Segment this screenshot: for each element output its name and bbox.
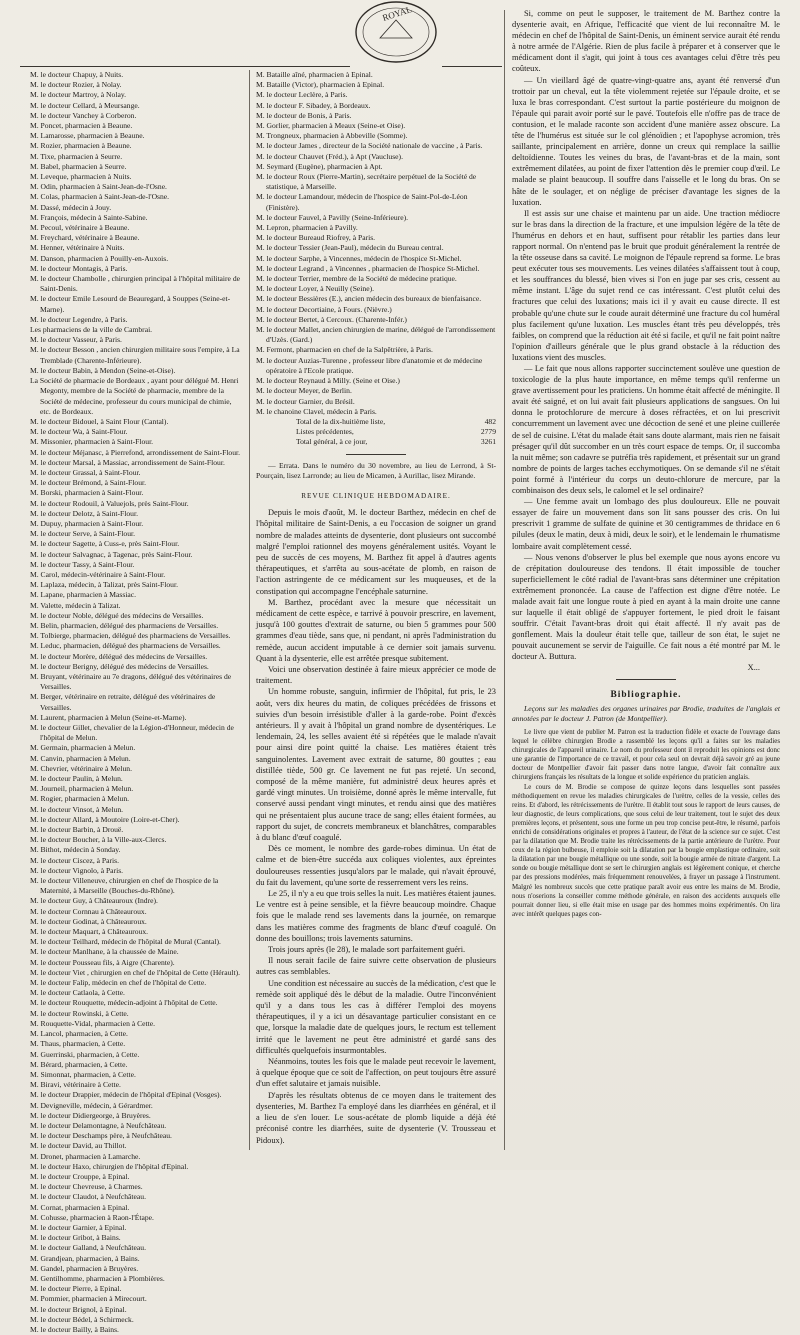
list-entry: M. Laplaza, médecin, à Talizat, près Saint-Flour.	[30, 580, 178, 590]
list-entry: La Société de pharmacie de Bordeaux , ayant pour délégué M. Henri Megonty, membre de la Société de pharmacie, membre de la Société de médecine, professeur du cours municipal de chimie, etc. de Bordeaux.	[30, 376, 239, 416]
list-entry: M. le docteur Chambolle , chirurgien principal à l'hôpital militaire de Saint-Denis.	[30, 274, 240, 294]
list-entry: M. le docteur Viet , chirurgien en chef de l'hôpital de Cette (Hérault).	[30, 967, 241, 977]
list-entry: M. le docteur Vignolo, à Paris.	[30, 865, 124, 875]
list-entry: M. Poncet, pharmacien à Beaune.	[30, 121, 133, 131]
paragraph: Voici une observation destinée à faire mieux apprécier ce mode de traitement.	[256, 664, 496, 686]
list-entry: M. le docteur Mallet, ancien chirurgien de marine, délégué de l'arrondissement d'Uzès. (Gard.)	[256, 325, 496, 345]
list-entry: M. le docteur Sarphe, à Vincennes, médecin de l'hospice St-Michel.	[256, 253, 462, 263]
list-entry: M. le docteur Brignol, à Epinal.	[30, 1304, 127, 1314]
list-entry: M. le docteur Drappier, médecin de l'hôpital d'Epinal (Vosges).	[30, 1090, 222, 1100]
list-entry: M. Valette, médecin à Talizat.	[30, 600, 121, 610]
total-label: Total général, à ce jour,	[296, 437, 368, 447]
paragraph: Si, comme on peut le supposer, le traitement de M. Barthez contre la dysenterie avait, en Afrique, l'efficacité que vient de lui reconnaître M. le médecin en chef de l'hôpital de Saint-Denis, un éminent service aurait été rendu à notre armée de l'Algérie. Rien de plus facile à préparer et à conserver que le médicament dont il s'agit, qui joint à tous ces avantages celui d'être très peu coûteux.	[512, 9, 780, 74]
total-label: Total de la dix-huitième liste,	[296, 416, 386, 426]
list-entry: M. Belin, pharmacien, délégué des pharmaciens de Versailles.	[30, 620, 219, 630]
total-row	[256, 437, 496, 447]
list-entry: M. le docteur Tassy, à Saint-Flour.	[30, 559, 135, 569]
list-entry: M. le docteur Bureaud Riofrey, à Paris.	[256, 233, 376, 243]
list-entry: M. Bruyant, vétérinaire au 7e dragons, délégué des vétérinaires de Versailles.	[30, 671, 232, 692]
list-entry: M. le docteur Meyer, de Berlin.	[256, 386, 352, 396]
list-entry: M. Gandel, pharmacien à Bruyères.	[30, 1263, 139, 1273]
list-entry: M. Pecoul, vétérinaire à Beaune.	[30, 223, 130, 233]
list-entry: M. le docteur Ciscez, à Paris.	[30, 855, 119, 865]
list-entry: M. le docteur Pierre, à Epinal.	[30, 1284, 122, 1294]
list-entry: M. le docteur Gribot, à Bains.	[30, 1233, 121, 1243]
total-value: 3261	[480, 437, 496, 447]
column-3	[512, 8, 780, 1160]
list-entry: M. Pommier, pharmacien à Mirecourt.	[30, 1294, 147, 1304]
list-entry: M. le docteur Bertet, à Cercoux. (Charente-Infér.)	[256, 314, 407, 324]
paragraph: Il est assis sur une chaise et maintenu par un aide. Une traction médiocre sur le bras dans la direction de la fracture, et une impulsion légère de la tête de l'humérus en dehors et en haut, suffisent pour rétablir les parties dans leur rapport normal. On n'entend pas le bruit que produit généralement la rentrée de la tête osseuse dans sa cavité. Le moignon de l'épaule reprend sa forme. Le bras peut exécuter tous ses mouvements. Les veines dilatées s'affaissent tout à coup, et les souffrances du blessé, bien vives si l'on en juge par ses cris, cessent au même instant. L'âge du sujet rend ce cas intéressant. C'est plutôt celui des fractures que celui des luxations; mais ici il y avait eu cause directe. Il est probable qu'une chute sur le coude aurait déterminé une fracture du col huméral plus facilement qu'une luxation. Les muscles étant très peu développés, très faibles, on comprend que la réduction ait été si facile, et qu'il ne fait point naître l'opinion d'ailleurs générale que le plus grand obstacle à la réduction des luxations vient des muscles.	[512, 208, 780, 362]
list-entry: M. le docteur Sagette, à Cuss-e, près Saint-Flour.	[30, 539, 180, 549]
list-entry: M. Dronet, pharmacien à Lamarche.	[30, 1151, 141, 1161]
list-entry: M. Carol, médecin-vétérinaire à Saint-Flour.	[30, 569, 166, 579]
list-entry: M. Missonier, pharmacien à Saint-Flour.	[30, 437, 154, 447]
list-entry: M. Thaus, pharmacien, à Cette.	[30, 1039, 126, 1049]
list-entry: M. le docteur Chapuy, à Nuits.	[30, 70, 124, 79]
total-label: Listes précédentes,	[296, 427, 354, 437]
list-entry: M. le docteur Leclère, à Paris.	[256, 90, 348, 100]
list-entry: M. Berger, vétérinaire en retraite, délégué des vétérinaires de Versailles.	[30, 692, 216, 712]
list-entry: M. le docteur Tessier (Jean-Paul), médecin du Bureau central.	[256, 243, 444, 253]
list-entry: M. le docteur Bessières (E.), ancien médecin des bureaux de bienfaisance.	[256, 294, 482, 304]
signature: X...	[747, 662, 760, 672]
list-entry: M. Borski, pharmacien à Saint-Flour.	[30, 488, 144, 498]
list-entry: M. le docteur Garnier, du Brésil.	[256, 396, 355, 406]
list-entry: M. Odin, pharmacien à Saint-Jean-de-l'Osne.	[30, 182, 167, 192]
list-entry: M. le docteur Terrier, membre de la Société de médecine pratique.	[256, 274, 457, 284]
list-entry: M. le docteur Auzias-Turenne , professeur libre d'anatomie et de médecine opératoire à l'Ecole pratique.	[256, 355, 483, 375]
list-entry: M. Journeil, pharmacien à Melun.	[30, 784, 134, 794]
list-entry: M. le docteur Decortiaine, à Fours. (Nièvre.)	[256, 304, 392, 314]
list-entry: M. Tolbierge, pharmacien, délégué des pharmaciens de Versailles.	[30, 631, 231, 641]
paragraph: M. Barthez, procédant avec la mesure que nécessitait un médicament de cette espèce, e tarrivé à pouvoir prescrire, en lavement, jusqu'à 100 gouttes d'extrait de saturne, ou bien 5 grammes pour 500 grammes d'eau tiède, sans que, ni pendant, ni après l'administration du remède, aucun accident imputable à ce dernier soit jamais survenu. Quant à la dysenterie, elle est arrêtée presque subitement.	[256, 597, 496, 663]
list-entry: M. le docteur Vinsot, à Melun.	[30, 804, 124, 814]
list-entry: M. Freychard, vétérinaire à Beaune.	[30, 233, 140, 243]
paragraph: Le 25, il n'y a eu que trois selles la nuit. Les matières étaient jaunes. Le ventre est à peine sensible, et la fièvre beaucoup moindre. Chaque fois que le malade rend ses lavements dans la journée, on remarque dans les matières comme des fragments de blanc d'œuf coagulé. On donne des bouillons; trois lavements saturnins.	[256, 889, 496, 943]
list-entry: M. Lamarosse, pharmacien à Beaune.	[30, 131, 145, 141]
list-entry: M. le docteur Salvagnac, à Tagenac, près Saint-Flour.	[30, 549, 193, 559]
section-rule	[346, 454, 406, 455]
top-rule-left	[20, 66, 350, 67]
list-entry: M. Simonnat, pharmacien, à Cette.	[30, 1069, 136, 1079]
list-entry: M. Leduc, pharmacien, délégué des pharmaciens de Versailles.	[30, 641, 221, 651]
list-entry: M. Canvin, pharmacien à Melun.	[30, 753, 131, 763]
paragraph: — Le fait que nous allons rapporter succinctement soulève une question de toxicologie de la plus haute importance, en même temps qu'il renferme un grave avertissement pour les praticiens. Un homme était affecté de méningite. Il avait été saigné, et on lui avait fait plusieurs applications de sangsues. On lui donna le protochlorure de mercure à doses réfractées, et on lui prescrivit concurremment un lavement avec une décoction de sené et une pleine cuillerée de sel de cuisine. L'état du malade était sans doute alarmant, mais rien ne faisait présager qu'il dût succomber en un très court espace de temps. Or, il succomba la nuit même; son cadavre se putréfia très rapidement, et présentait sur un grand nombre de points de larges taches ecchymotiques. On se demande s'il ne s'était point formé à l'intérieur du corps un deuto-chlorure de mercure, par la combinaison des deux sels, le calomel et le sel ordinaire?	[512, 364, 780, 496]
list-entry: M. Babel, pharmacien à Seurre.	[30, 161, 127, 171]
column-2	[256, 70, 497, 1145]
list-entry: M. le docteur Rozier, à Nolay.	[30, 80, 122, 90]
list-entry: M. Dassé, médecin à Jouy.	[30, 202, 112, 212]
list-entry: M. le docteur Chauvet (Fréd.), à Apt (Vaucluse).	[256, 151, 403, 161]
list-entry: M. le docteur Martroy, à Nolay.	[30, 90, 127, 100]
bibliography-heading: Bibliographie.	[610, 689, 682, 700]
paragraph: Trois jours après (le 28), le malade sort parfaitement guéri.	[268, 945, 466, 955]
list-entry: M. le docteur Vasseur, à Paris.	[30, 335, 122, 345]
list-entry: M. le docteur Galland, à Neufchâteau.	[30, 1243, 146, 1253]
list-entry: M. le docteur Haxo, chirurgien de l'hôpital d'Epinal.	[30, 1161, 189, 1171]
list-entry: M. Colas, pharmacien à Saint-Jean-de-l'Osne.	[30, 192, 170, 202]
list-entry: M. le docteur Cornnau à Châteauroux.	[30, 906, 147, 916]
list-entry: M. Grandjean, pharmacien, à Bains.	[30, 1253, 140, 1263]
subscriber-list-column-2	[256, 70, 496, 417]
list-entry: M. Bataille aîné, pharmacien à Epinal.	[256, 70, 373, 79]
list-entry: M. le docteur Bidouel, à Saint Flour (Cantal).	[30, 416, 169, 426]
list-entry: M. le docteur de Bonis, à Paris.	[256, 110, 352, 120]
list-entry: M. Rouquette-Vidal, pharmacien à Cette.	[30, 1018, 156, 1028]
list-entry: M. le docteur Reynaud à Milly. (Seine et Oise.)	[256, 376, 400, 386]
royal-seal-stamp	[350, 0, 442, 74]
list-entry: M. le docteur Vanchey à Corberon.	[30, 110, 137, 120]
list-entry: M. le docteur Paulin, à Melun.	[30, 774, 123, 784]
list-entry: M. Laurent, pharmacien à Melun (Seine-et-Marne).	[30, 712, 187, 722]
list-entry: M. le docteur Catlaola, à Cette.	[30, 988, 125, 998]
total-row	[256, 417, 496, 427]
paragraph: Un homme robuste, sanguin, infirmier de l'hôpital, fut pris, le 23 août, vers dix heures du matin, de coliques précédées de frissons et suivies d'un besoin irrésistible d'aller à la garde-robe. Point d'excès antérieurs. Il y avait à l'hôpital un grand nombre de dysentériques. Le lendemain, 24, les selles avaient été si répétées que le malade n'avait pour ainsi dire point quitté la chaise. Les matières étaient très sanguinolentes. Lavement avec extrait de saturne, 80 gouttes ; eau distillée tiède, 500 gr. Ce lavement ne fut pas rejeté. Un second, composé de la même manière, fut administré deux heures après et gardé vingt minutes. Un troisième, donné après le même intervalle, fut conservé aussi pendant vingt minutes, et rendu ainsi que des matières qui ne présentaient plus aucune trace de sang; elles étaient formées, au rapport du sujet, de concrets membraneux et blanchâtres, comparables à du blanc d'œuf coagulé.	[256, 687, 496, 843]
paragraph: Dès ce moment, le nombre des garde-robes diminua. Un état de calme et de bien-être succéda aux coliques violentes, aux épreintes douloureuses ressenties jusqu'alors par le malade, qui n'avait éprouvé, du fait du lavement, qu'une sorte de resserrement vers les reins.	[256, 844, 496, 887]
bibliography-text	[512, 728, 780, 919]
list-entry: M. Rogier, pharmacien à Melun.	[30, 794, 130, 804]
list-entry: M. le docteur Gillet, chevalier de la Légion-d'Honneur, médecin de l'hôpital de Melun.	[30, 723, 234, 743]
bibliography-reference: Leçons sur les maladies des organes urinaires par Brodie, traduites de l'anglais et annotées par le docteur J. Patron (de Montpellier).	[512, 703, 780, 723]
list-entry: M. Tixe, pharmacien à Seurre.	[30, 151, 123, 161]
list-entry: M. Lapane, pharmacien à Massiac.	[30, 590, 137, 600]
list-entry: M. le docteur Guy, à Châteauroux (Indre).	[30, 896, 158, 906]
list-entry: M. le docteur Boucher, à la Ville-aux-Clercs.	[30, 835, 167, 845]
paragraph: Il nous serait facile de faire suivre cette observation de plusieurs autres cas semblables.	[256, 956, 496, 977]
list-entry: M. le docteur Deschamps père, à Neufchâteau.	[30, 1131, 172, 1141]
list-entry: M. le chanoine Clavel, médecin à Paris.	[256, 406, 377, 416]
section-rule-2	[616, 679, 676, 680]
list-entry: M. Leveque, pharmacien à Nuits.	[30, 172, 132, 182]
section-heading: REVUE CLINIQUE HEBDOMADAIRE.	[301, 491, 451, 500]
list-entry: M. le docteur Barbin, à Drouë.	[30, 825, 124, 835]
list-entry: M. le docteur David, au Thillot.	[30, 1141, 127, 1151]
list-entry: M. le docteur Grassal, à Saint-Flour.	[30, 467, 141, 477]
list-entry: M. le docteur Besson , ancien chirurgien militaire sous l'empire, à La Tremblade (Charente-Inférieure).	[30, 345, 240, 365]
list-entry: M. le docteur Claudot, à Neufchâteau.	[30, 1192, 146, 1202]
bibliography-paragraph: Le cours de M. Brodie se compose de quinze leçons dans lesquelles sont passées méthodiquement en revue les maladies chirurgicales de l'urètre, celles de la vessie, celles des reins. Et d'abord, les rétrécissements de l'urètre. Il établit tout sous le rapport de leurs causes, de leur diagnostic, de leurs complications, que sous celui de leur traitement, tout le sujet des deux premières leçons, et présentent, sous une forme un peu trop concise peut-être, le résumé, parfois enrichi de considérations originales et propres à l'auteur, de l'état de la science sur ce sujet. C'est par la dilatation que M. Brodie traite les rétrécissements de la partie antérieure de l'urètre. Pour ceux de la région bulbeuse, il emploie soit la dilatation par la bougie emplastique ordinaire, soit la dilatation par une bougie métallique ou une sonde, soit la bougie armée de nitrate d'argent. La sonde ou bougie métallique dont se sert le chirurgien anglais est légèrement conique, et cherche par des pressions modérées, mais fréquemment renouvelées, à frayer un passage à l'instrument. Malgré les nombreux succès que cette pratique paraît avoir eus entre les mains de M. Brodie, nous n'oserions la conseiller comme méthode générale, en raison des accidents auxquels elle pourrait donner lieu, si elle était mise en usage par des hommes moins expérimentés. On lira avec intérêt quelques pages con-	[512, 783, 780, 918]
list-entry: M. Trongneux, pharmacien à Abbeville (Somme).	[256, 131, 408, 141]
list-entry: M. le docteur Lamandour, médecin de l'hospice de Saint-Pol-de-Léon (Finistère).	[256, 192, 468, 212]
list-entry: M. le docteur Allard, à Moutoire (Loire-et-Cher).	[30, 814, 180, 824]
list-entry: M. le docteur Bailly, à Bains.	[30, 1324, 119, 1334]
column-divider-2	[504, 10, 505, 1150]
list-entry: M. le docteur Didiergeorge, à Bruyères.	[30, 1110, 151, 1120]
list-entry: M. le docteur Brémond, à Saint-Flour.	[30, 478, 146, 488]
list-entry: M. le docteur F. Sibadey, à Bordeaux.	[256, 100, 371, 110]
list-entry: M. le docteur Rouquette, médecin-adjoint à l'hôpital de Cette.	[30, 998, 218, 1008]
total-value: 482	[484, 416, 496, 426]
svg-text:ROYAL: ROYAL	[381, 4, 413, 23]
paragraph: — Nous venons d'observer le plus bel exemple que nous ayons encore vu de crépitation douloureuse des tendons. Il était impossible de toucher superficiellement le côté radial de l'avant-bras sans déterminer une crépitation extrêmement prononcée. La cause de l'affection est digne d'être notée. Le malade avait fait une longue route à pied en ayant à la main droite une canne sur laquelle il était obligé de s'appuyer fortement, le pied droit le faisant souffrir. C'était l'avant-bras droit qui était affecté. Il n'y avait pas de gonflement. Mais la douleur était telle que, tailleur de son état, le sujet ne pouvait aucunement se servir de l'aiguille. Ce fait nous a été montré par M. le docteur A. Buttura.	[512, 552, 780, 662]
list-entry: M. Bérard, pharmacien, à Cette.	[30, 1059, 128, 1069]
list-entry: M. le docteur Rodouil, à Valuejols, près Saint-Flour.	[30, 498, 189, 508]
list-entry: M. le docteur Legendre, à Paris.	[30, 314, 128, 324]
paragraph: D'après les résultats obtenus de ce moyen dans le traitement des dysenteries, M. Barthez l'a employé dans les diarrhées en général, et il a lieu de s'en louer. Le sous-acétate de plomb liquide a déjà été préconisé contre les diarrhées, suite de dysenterie (V. Trousseau et Pidoux).	[256, 1090, 496, 1145]
list-entry: M. Chevrier, vétérinaire à Melun.	[30, 763, 132, 773]
list-entry: M. le docteur Maquart, à Châteauroux.	[30, 927, 149, 937]
column-divider-1	[249, 70, 250, 1150]
list-entry: M. le docteur Fauvel, à Pavilly (Seine-Inférieure).	[256, 212, 409, 222]
list-entry: M. le docteur Serve, à Saint-Flour.	[30, 529, 136, 539]
list-entry: M. le docteur Villeneuve, chirurgien en chef de l'hospice de la Maternité, à Marseille (Bouches-du-Rhône).	[30, 876, 219, 896]
list-entry: M. Gorlier, pharmacien à Meaux (Seine-et Oise).	[256, 121, 406, 131]
list-entry: M. le docteur Montagis, à Paris.	[30, 263, 128, 273]
list-entry: M. Biravi, vétérinaire à Cette.	[30, 1080, 121, 1090]
list-entry: M. le docteur Pousseau fils, à Aigre (Charente).	[30, 957, 175, 967]
subscriber-totals	[256, 417, 496, 448]
list-entry: M. le docteur Noble, délégué des médecins de Versailles.	[30, 610, 204, 620]
top-rule-right	[442, 66, 502, 67]
errata-note: — Errata. Dans le numéro du 30 novembre, au lieu de Lerrond, à St-Pourçain, lisez Larronde; au lieu de Micamen, à Aurillac, lisez Mirande.	[256, 460, 496, 480]
list-entry: M. le docteur Garnier, à Epinal.	[30, 1222, 127, 1232]
list-entry: M. Bataille (Victor), pharmacien à Epinal.	[256, 80, 385, 90]
list-entry: M. le docteur Cellard, à Meursange.	[30, 100, 140, 110]
list-entry: M. le docteur Crouppe, à Epinal.	[30, 1171, 130, 1181]
list-entry: M. le docteur Chevreuse, à Charmes.	[30, 1182, 143, 1192]
list-entry: M. le docteur Méjanasc, à Pierrefond, arrondissement de Saint-Flour.	[30, 447, 241, 457]
list-entry: M. Henner, vétérinaire à Nuits.	[30, 243, 125, 253]
list-entry: M. Bithot, médecin à Sonday.	[30, 845, 121, 855]
total-row	[256, 427, 496, 437]
list-entry: M. Guerrinski, pharmacien, à Cette.	[30, 1049, 140, 1059]
list-entry: M. le docteur Roux (Pierre-Martin), secrétaire perpétuel de la Société de statistique, à Marseille.	[256, 172, 477, 192]
list-entry: M. Germain, pharmacien à Melun.	[30, 743, 136, 753]
paragraph: Depuis le mois d'août, M. le docteur Barthez, médecin en chef de l'hôpital militaire de Saint-Denis, a eu l'occasion de soigner un grand nombre de malades atteints de dysenterie, dont plusieurs ont succombé malgré l'emploi rationnel des moyens généralement usités. Voyant le peu de succès de ces moyens, M. Barthez fit appel à d'autres agents thérapeutiques, et s'arrêta au sous-acétate de plomb, en raison de l'action astringente de ce médicament sur les muqueuses, et de la constipation qui accompagne l'encéphale saturnine.	[256, 508, 496, 596]
list-entry: M. Danson, pharmacien à Pouilly-en-Auxois.	[30, 253, 169, 263]
list-entry: M. Cohusse, pharmacien à Raon-l'Étape.	[30, 1212, 154, 1222]
list-entry: M. Fermont, pharmacien en chef de la Salpêtrière, à Paris.	[256, 345, 433, 355]
list-entry: M. le docteur Delamontagne, à Neufchâteau.	[30, 1120, 167, 1130]
list-entry: M. le docteur Babin, à Mendon (Seine-et-Oise).	[30, 365, 176, 375]
list-entry: M. Devigneville, médecin, à Gérardmer.	[30, 1100, 153, 1110]
list-entry: M. Rozier, pharmacien à Beaune.	[30, 141, 132, 151]
list-entry: M. le docteur James , directeur de la Société nationale de vaccine , à Paris.	[256, 141, 483, 151]
list-entry: M. le docteur Morère, délégué des médecins de Versailles.	[30, 651, 208, 661]
list-entry: M. Lepron, pharmacien à Pavilly.	[256, 223, 358, 233]
paragraph: — Une femme avait un lombago des plus douloureux. Elle ne pouvait essayer de faire un mouvement dans son lit sans pousser des cris. On lui prescrivit 1 gramme de sulfate de quinine et 30 centigrammes de thridace en 6 pilules (deux le matin, deux à midi, deux le soir), et le lendemain le rhumatisme lombaire avait complètement cessé.	[512, 497, 780, 551]
list-entry: M. François, médecin à Sainte-Sabine.	[30, 212, 148, 222]
clinical-review-continued	[512, 8, 780, 663]
list-entry: M. le docteur Delotz, à Saint-Flour.	[30, 508, 138, 518]
total-value: 2779	[480, 427, 496, 437]
list-entry: M. le docteur Wa, à Saint-Flour.	[30, 427, 128, 437]
list-entry: M. le docteur Bédel, à Schirmeck.	[30, 1314, 134, 1324]
list-entry: M. le docteur Marsal, à Massiac, arrondissement de Saint-Flour.	[30, 457, 225, 467]
list-entry: M. Seymard (Eugène), pharmacien à Apt.	[256, 161, 383, 171]
list-entry: M. le docteur Teilhard, médecin de l'hôpital de Mural (Cantal).	[30, 937, 221, 947]
list-entry: M. Cornat, pharmacien à Epinal.	[30, 1202, 130, 1212]
list-entry: Les pharmaciens de la ville de Cambrai.	[30, 325, 153, 335]
subscriber-list-column-1	[30, 70, 242, 1334]
paragraph: Néanmoins, toutes les fois que le malade peut recevoir le lavement, à quelque époque que ce soit de l'affection, on peut toujours être assuré d'un effet salutaire et jamais nuisible.	[256, 1057, 496, 1089]
list-entry: M. le docteur Falip, médecin en chef de l'hôpital de Cette.	[30, 978, 207, 988]
list-entry: M. Dupuy, pharmacien à Saint-Flour.	[30, 518, 144, 528]
bibliography-paragraph: Le livre que vient de publier M. Patron est la traduction fidèle et exacte de l'ouvrage dans lequel le célèbre chirurgien Brodie a rassemblé les leçons qu'il a faites sur les maladies chirurgicales de l'appareil urinaire. Le nom du professeur dont il reproduit les opinions est donc une garantie de l'importance de ce travail, et pour cela seul on devrait déjà savoir gré au jeune docteur de Montpellier d'avoir fait passer dans notre langue, d'avoir fait connaître aux chirurgiens français les résultats de la longue et solide expérience du praticien anglais.	[512, 728, 780, 782]
list-entry: M. le docteur Godinat, à Châteauroux.	[30, 916, 147, 926]
paragraph: Une condition est nécessaire au succès de la médication, c'est que le remède soit appliqué dès le début de la maladie. Outre l'inconvénient qu'il y a dans tous les cas à différer l'emploi des moyens thérapeutiques, il y a ici un désavantage particulier consistant en ce que, lorsque la maladie date de quelques jours, le rectum est tellement irrité que le lavement ne peut être administré et gardé sans des difficultés quelquefois insurmontables.	[256, 978, 497, 1055]
list-entry: M. le docteur Rowinski, à Cette.	[30, 1008, 129, 1018]
list-entry: M. le docteur Emile Lesourd de Beauregard, à Souppes (Seine-et-Marne).	[30, 294, 231, 314]
list-entry: M. Gentilhomme, pharmacien à Plombières.	[30, 1273, 165, 1283]
list-entry: M. le docteur Manlhane, à la chaussée de Maine.	[30, 947, 179, 957]
list-entry: M. le docteur Berigny, délégué des médecins de Versailles.	[30, 661, 209, 671]
clinical-review-text	[256, 507, 496, 1146]
list-entry: M. le docteur Legrand , à Vincennes , pharmacien de l'hospice St-Michel.	[256, 263, 480, 273]
list-entry: M. Lancol, pharmacien, à Cette.	[30, 1029, 128, 1039]
paragraph: — Un vieillard âgé de quatre-vingt-quatre ans, ayant été renversé d'un trottoir par un cheval, eut la tête violemment rejetée sur l'épaule droite, et se luxa le bras correspondant. C'est surtout la partie postérieure du moignon de l'épaule qui parait avoir porté sur le pavé. Toutefois elle n'offre pas de trace de contusion, et le malade raconte son accident d'une manière assez obscure. La tête de l'humérus est située sur le col glénoïdien ; et l'apophyse acromion, très saillante, principalement en arrière, donne un creux qui remplace la saillie deltoïdienne. Toutes les veines du bras, de l'avant-bras et de la main, sont extrêmement dilatées, au point de fixer l'attention dès le premier coup d'œil. Le malade se plaint beaucoup. Il souffre dans l'aisselle et le long du bras. On se hâte de le soulager, et on néglige de préciser d'avantage les signes de la luxation.	[512, 75, 780, 207]
list-entry: M. le docteur Loyer, à Neuilly (Seine).	[256, 284, 374, 294]
